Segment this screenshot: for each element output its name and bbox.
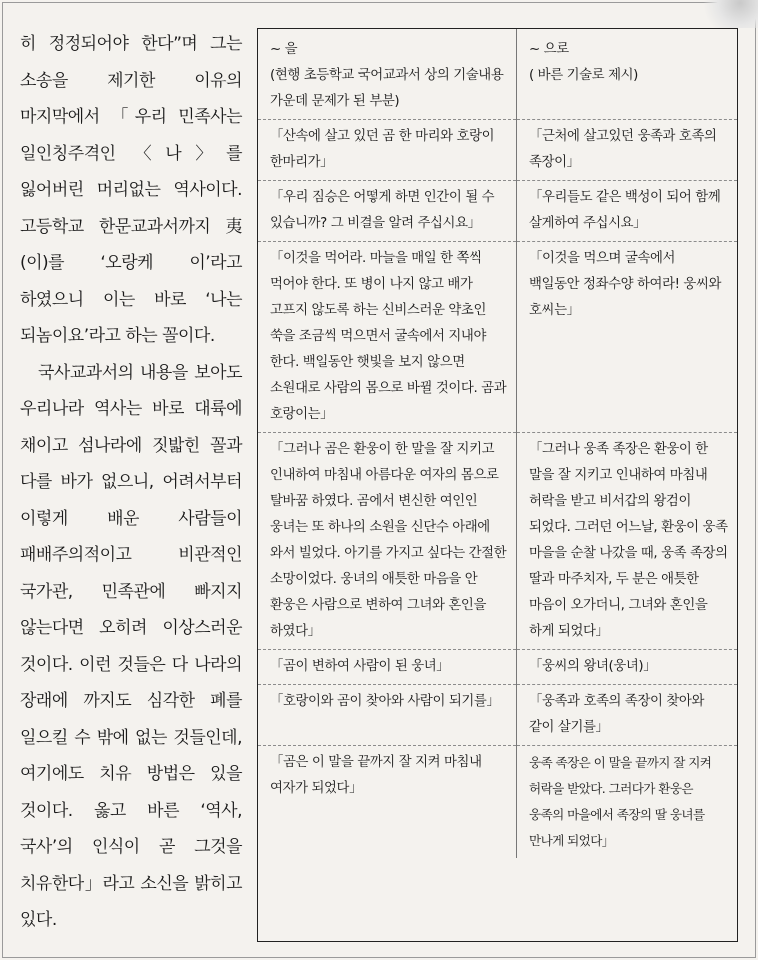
new-text-cell: 「이것을 먹으며 굴속에서 백일동안 정좌수양 하여라! 웅씨와 호씨는」 [517,242,738,433]
new-text-cell: 「웅족과 호족의 족장이 찾아와 같이 살기를」 [517,685,738,746]
new-text-cell: 「그러나 웅족 족장은 환웅이 한 말을 잘 지키고 인내하여 마침내 허락을 받고 비서갑의 왕검이 되었다. 그러던 어느날, 환웅이 웅족 마을을 순찰 나갔을 때, 웅족 족장의 딸과 마주치자, 두 분은 애틋한 마음이 오가더니, 그녀와 혼인을 하게 되었다」 [517,433,738,650]
table-header-row [258,29,737,120]
table-row [258,746,737,859]
new-text-cell: 「웅씨의 왕녀(웅녀)」 [517,650,738,685]
table-row [258,685,737,746]
body-text-column [20,26,242,939]
new-text-cell: 웅족 족장은 이 말을 끝까지 잘 지켜 허락을 받았다. 그러다가 환웅은 웅족의 마을에서 족장의 딸 웅녀를 만나게 되었다」 [529,755,712,848]
header-new-title: ~ 으로 [529,42,569,57]
body-paragraph-2: 국사교과서의 내용을 보아도 우리나라 역사는 바로 대륙에 채이고 섬나라에 짓밟힌 꼴과 다를 바가 없으니, 어려서부터 이렇게 배운 사람들이 패배주의적이고 비관적인 국가관, 민족관에 빠지지 않는다면 오히려 이상스러운 것이다. 이런 것들은 다 나라의 장래에 까지도 심각한 폐를 일으킬 수 밖에 없는 것들인데, 여기에도 치유 방법은 있을 것이다. 옳고 바른 ‘역사, 국사’의 인식이 곧 그것을 치유한다」라고 소신을 밝히고 있다. [20,362,242,930]
scan-corner-shadow [698,0,758,28]
table-row [258,242,737,433]
old-text-cell: 「그러나 곰은 환웅이 한 말을 잘 지키고 인내하여 마침내 아름다운 여자의 몸으로 탈바꿈 하였다. 곰에서 변신한 여인인 웅녀는 또 하나의 소원을 신단수 아래에 와서 빌었다. 아기를 가지고 싶다는 간절한 소망이었다. 웅녀의 애틋한 마음을 안 환웅은 사람으로 변하여 그녀와 혼인을 하였다」 [258,433,517,650]
old-text-cell: 「호랑이와 곰이 찾아와 사람이 되기를」 [258,685,517,746]
old-text-cell: 「우리 짐승은 어떻게 하면 인간이 될 수 있습니까? 그 비결을 알려 주십시요」 [258,181,517,242]
table-row [258,120,737,181]
header-old-title: ~ 을 [270,42,298,57]
table-row [258,650,737,685]
old-text-cell: 「산속에 살고 있던 곰 한 마리와 호랑이 한마리가」 [258,120,517,181]
new-text-cell: 「근처에 살고있던 웅족과 호족의 족장이」 [517,120,738,181]
old-text-cell: 「이것을 먹어라. 마늘을 매일 한 쪽씩 먹어야 한다. 또 병이 나지 않고 배가 고프지 않도록 하는 신비스러운 약초인 쑥을 조금씩 먹으면서 굴속에서 지내야 한다. 백일동안 햇빛을 보지 않으면 소원대로 사람의 몸으로 바뀔 것이다. 곰과 호랑이는」 [258,242,517,433]
table-row [258,181,737,242]
body-paragraph-1: 히 정정되어야 한다”며 그는 소송을 제기한 이유의 마지막에서 「우리 민족사는 일인칭주격인 〈나〉를 잃어버린 머리없는 역사이다. 고등학교 한문교과서까지 夷(이)를 ‘오랑케 이’라고 하였으니 이는 바로 ‘나는 되놈이요’라고 하는 꼴이다. [20,34,242,346]
header-new-desc: ( 바른 기술로 제시) [529,68,638,83]
new-text-cell: 「우리들도 같은 백성이 되어 함께 살게하여 주십시요」 [517,181,738,242]
old-text-cell: 「곰은 이 말을 끝까지 잘 지켜 마침내 여자가 되었다」 [258,746,517,859]
header-cell-new [517,29,738,120]
header-old-desc: (현행 초등학교 국어교과서 상의 기술내용 가운데 문제가 된 부분) [270,68,504,109]
table-row [258,433,737,650]
old-text-cell: 「곰이 변하여 사람이 된 웅녀」 [258,650,517,685]
comparison-table [257,28,738,942]
header-cell-old [258,29,517,120]
